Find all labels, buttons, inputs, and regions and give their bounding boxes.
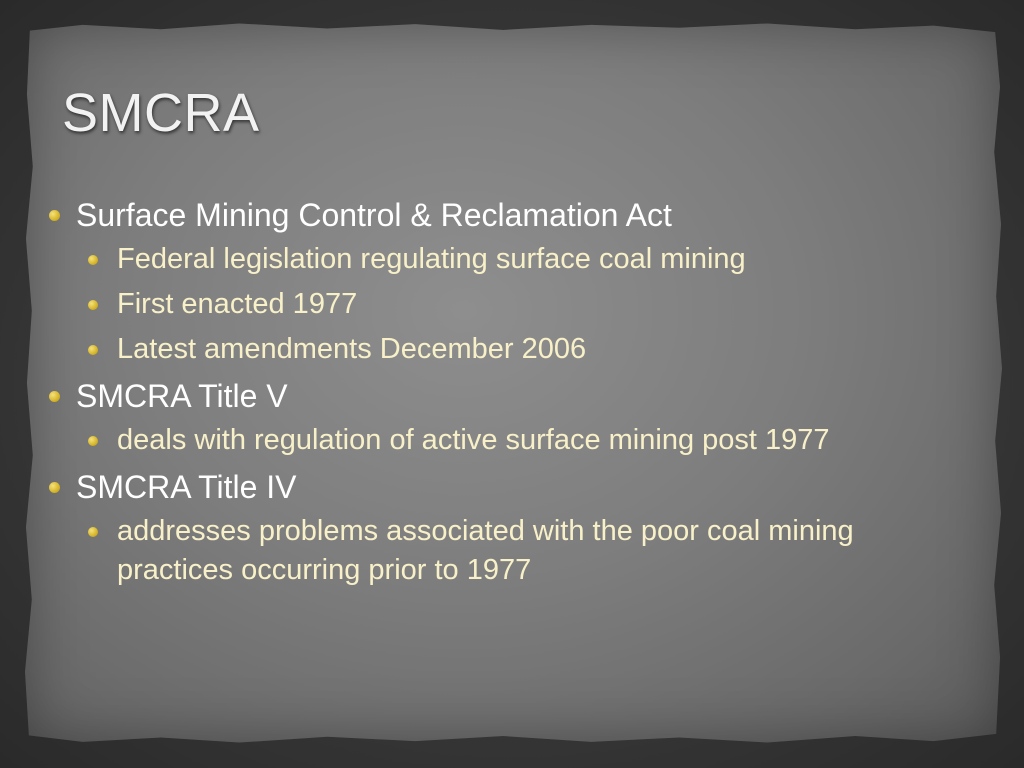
slide-title: SMCRA	[62, 83, 260, 143]
sub-bullet-item	[46, 330, 976, 369]
sub-bullet-item	[46, 421, 976, 460]
bullet-dot-icon	[88, 527, 98, 537]
sub-bullet-item	[46, 240, 976, 279]
sub-bullet-item	[46, 512, 877, 590]
bullet-dot-icon	[88, 436, 98, 446]
bullet-dot-icon	[88, 345, 98, 355]
bullet-item	[46, 194, 976, 236]
sub-bullet-text: Federal legislation regulating surface coal mining	[117, 243, 746, 275]
bullet-dot-icon	[49, 391, 60, 402]
bullet-text: SMCRA Title IV	[76, 469, 297, 505]
bullet-item	[46, 466, 976, 508]
slide-content	[46, 194, 976, 596]
bullet-text: Surface Mining Control & Reclamation Act	[76, 197, 672, 233]
sub-bullet-text: Latest amendments December 2006	[117, 333, 587, 365]
sub-bullet-text: deals with regulation of active surface mining post 1977	[117, 424, 830, 456]
bullet-item	[46, 375, 976, 417]
sub-bullet-text: addresses problems associated with the poor coal mining practices occurring prior to 1977	[117, 515, 854, 586]
sub-bullet-item	[46, 285, 976, 324]
bullet-dot-icon	[49, 482, 60, 493]
bullet-text: SMCRA Title V	[76, 378, 288, 414]
sub-bullet-text: First enacted 1977	[117, 288, 358, 320]
bullet-dot-icon	[88, 300, 98, 310]
bullet-dot-icon	[49, 210, 60, 221]
bullet-dot-icon	[88, 255, 98, 265]
